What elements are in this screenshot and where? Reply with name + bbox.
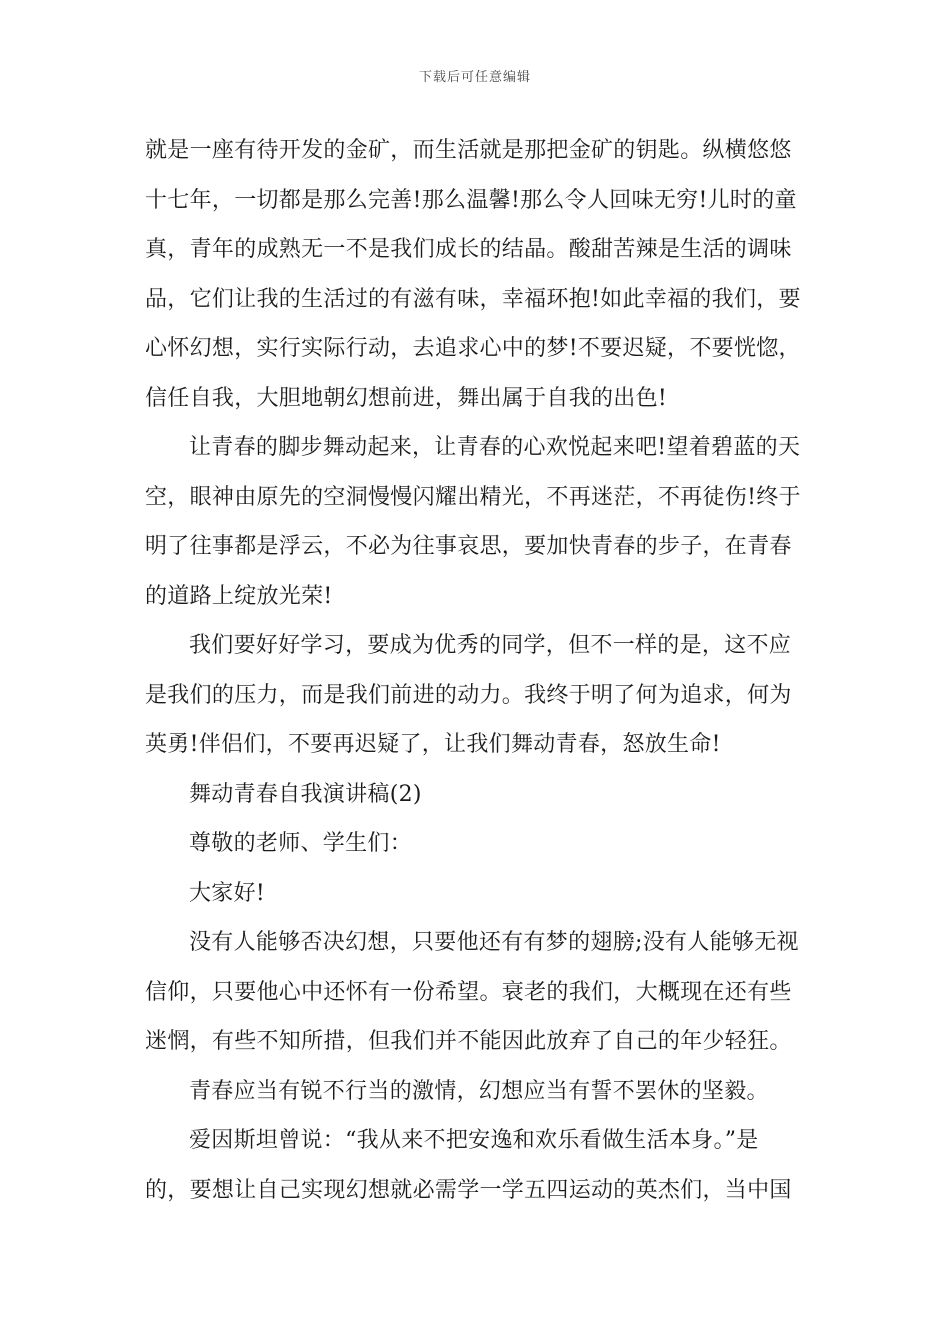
- text-line: 英勇!伴侣们，不要再迟疑了，让我们舞动青春，怒放生命!: [145, 732, 721, 757]
- text-line: 明了往事都是浮云，不必为往事哀思，要加快青春的步子，在青春: [145, 534, 792, 559]
- text-line: 大家好!: [189, 880, 266, 906]
- text-line: 真，青年的成熟无一不是我们成长的结晶。酸甜苦辣是生活的调味: [145, 237, 792, 262]
- text-line: 的，要想让自己实现幻想就必需学一学五四运动的英杰们，当中国: [145, 1177, 792, 1203]
- text-line: 舞动青春自我演讲稿(2): [189, 781, 422, 807]
- text-line: 没有人能够否决幻想，只要他还有有梦的翅膀;没有人能够无视: [189, 930, 799, 955]
- text-line: 尊敬的老师、学生们：: [189, 831, 413, 856]
- page-header: 下载后可任意编辑: [418, 70, 531, 85]
- text-line: 十七年，一切都是那么完善!那么温馨!那么令人回味无穷!儿时的童: [145, 187, 797, 213]
- text-line: 就是一座有待开发的金矿，而生活就是那把金矿的钥匙。纵横悠悠: [145, 138, 792, 163]
- text-line: 信任自我，大胆地朝幻想前进，舞出属于自我的出色!: [145, 385, 668, 411]
- text-line: 青春应当有锐不行当的激情，幻想应当有誓不罢休的坚毅。: [189, 1078, 769, 1104]
- text-line: 心怀幻想，实行实际行动，去追求心中的梦!不要迟疑，不要恍惚，: [145, 336, 801, 361]
- text-line: 信仰，只要他心中还怀有一份希望。衰老的我们，大概现在还有些: [145, 979, 792, 1005]
- text-line: 空，眼神由原先的空洞慢慢闪耀出精光，不再迷茫，不再徒伤!终于: [145, 484, 801, 510]
- document-body: [145, 126, 810, 1215]
- text-line: 爱因斯坦曾说：“我从来不把安逸和欢乐看做生活本身。”是: [189, 1128, 759, 1153]
- text-line: 品，它们让我的生活过的有滋有味，幸福环抱!如此幸福的我们，要: [145, 286, 801, 312]
- text-line: 我们要好好学习，要成为优秀的同学，但不一样的是，这不应: [189, 633, 792, 658]
- text-line: 让青春的脚步舞动起来，让青春的心欢悦起来吧!望着碧蓝的天: [189, 435, 801, 460]
- text-line: 的道路上绽放光荣!: [145, 583, 333, 609]
- text-line: 迷惘，有些不知所措，但我们并不能因此放弃了自己的年少轻狂。: [145, 1029, 792, 1054]
- text-line: 是我们的压力，而是我们前进的动力。我终于明了何为追求，何为: [145, 682, 792, 708]
